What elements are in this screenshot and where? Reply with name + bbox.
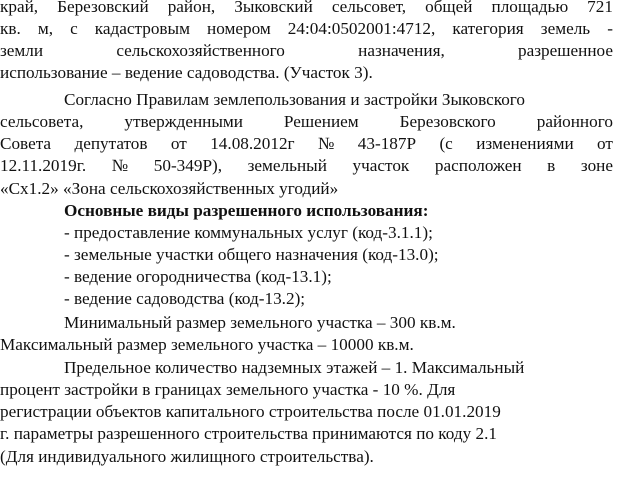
word: м,: [37, 19, 54, 38]
word: №: [318, 134, 335, 153]
paragraph-1-line-4: использование – ведение садоводства. (Участок 3).: [0, 63, 373, 82]
word: 43-187Р: [357, 134, 417, 153]
word: изменениями: [476, 134, 574, 153]
word: назначения,: [358, 41, 445, 60]
word: сельсовета,: [0, 112, 84, 131]
word: (с: [439, 134, 453, 153]
list-item: - предоставление коммунальных услуг (код-3.1.1);: [64, 223, 433, 242]
word: кадастровым: [94, 19, 190, 38]
word: Березовский: [57, 0, 149, 16]
word: земли: [0, 41, 44, 60]
word: утвержденными: [124, 112, 243, 131]
paragraph-3-line-1: Предельное количество надземных этажей – 1. Максимальный: [64, 358, 525, 377]
word: край,: [0, 0, 39, 16]
paragraph-1-line-2: [0, 18, 613, 40]
word: Решением: [283, 112, 359, 131]
word: район,: [167, 0, 216, 16]
word: Березовского: [399, 112, 496, 131]
word: площадью: [491, 0, 569, 16]
list-item: - ведение садоводства (код-13.2);: [64, 289, 306, 308]
word: категория: [452, 19, 524, 38]
paragraph-2-line-3: [0, 133, 613, 155]
word: расположен: [434, 156, 522, 175]
paragraph-3-line-3: регистрации объектов капитального строительства после 01.01.2019: [0, 402, 501, 421]
paragraph-3-line-5: (Для индивидуального жилищного строительства).: [0, 447, 374, 466]
word: в: [547, 156, 556, 175]
word: 24:04:0502001:4712,: [287, 19, 436, 38]
word: 50-349Р),: [153, 156, 223, 175]
paragraph-3-line-4: г. параметры разрешенного строительства принимаются по коду 2.1: [0, 424, 497, 443]
paragraph-1-line-3: [0, 40, 613, 62]
word: районного: [536, 112, 613, 131]
word: №: [111, 156, 129, 175]
word: сельсовет,: [331, 0, 407, 16]
word: от: [597, 134, 613, 153]
word: 721: [587, 0, 613, 16]
word: -: [607, 19, 613, 38]
list-item: - ведение огородничества (код-13.1);: [64, 267, 332, 286]
word: депутатов: [74, 134, 148, 153]
word: участок: [352, 156, 410, 175]
word: номером: [207, 19, 271, 38]
paragraph-1-line-1: [0, 0, 613, 18]
paragraph-2-line-1: Согласно Правилам землепользования и застройки Зыковского: [64, 90, 526, 109]
paragraph-2-line-4: [0, 155, 613, 177]
word: от: [170, 134, 187, 153]
paragraph-2-line-5: «Сх1.2» «Зона сельскохозяйственных угодий»: [0, 179, 339, 198]
word: общей: [425, 0, 473, 16]
word: зоне: [580, 156, 613, 175]
word: сельскохозяйственного: [116, 41, 285, 60]
word: Совета: [0, 134, 52, 153]
list-item: - земельные участки общего назначения (код-13.0);: [64, 245, 439, 264]
paragraph-3-line-2: процент застройки в границах земельного участка - 10 %. Для: [0, 380, 456, 399]
word: с: [70, 19, 78, 38]
max-size-line: Максимальный размер земельного участка – 10000 кв.м.: [0, 335, 414, 354]
min-size-line: Минимальный размер земельного участка – 300 кв.м.: [64, 313, 456, 332]
word: Зыковский: [234, 0, 313, 16]
word: 12.11.2019г.: [0, 156, 87, 175]
paragraph-2-line-2: [0, 111, 613, 133]
word: 14.08.2012г: [210, 134, 295, 153]
word: кв.: [0, 19, 21, 38]
section-heading: Основные виды разрешенного использования:: [64, 201, 429, 220]
word: разрешенное: [518, 41, 613, 60]
word: земельный: [247, 156, 327, 175]
word: земель: [540, 19, 591, 38]
